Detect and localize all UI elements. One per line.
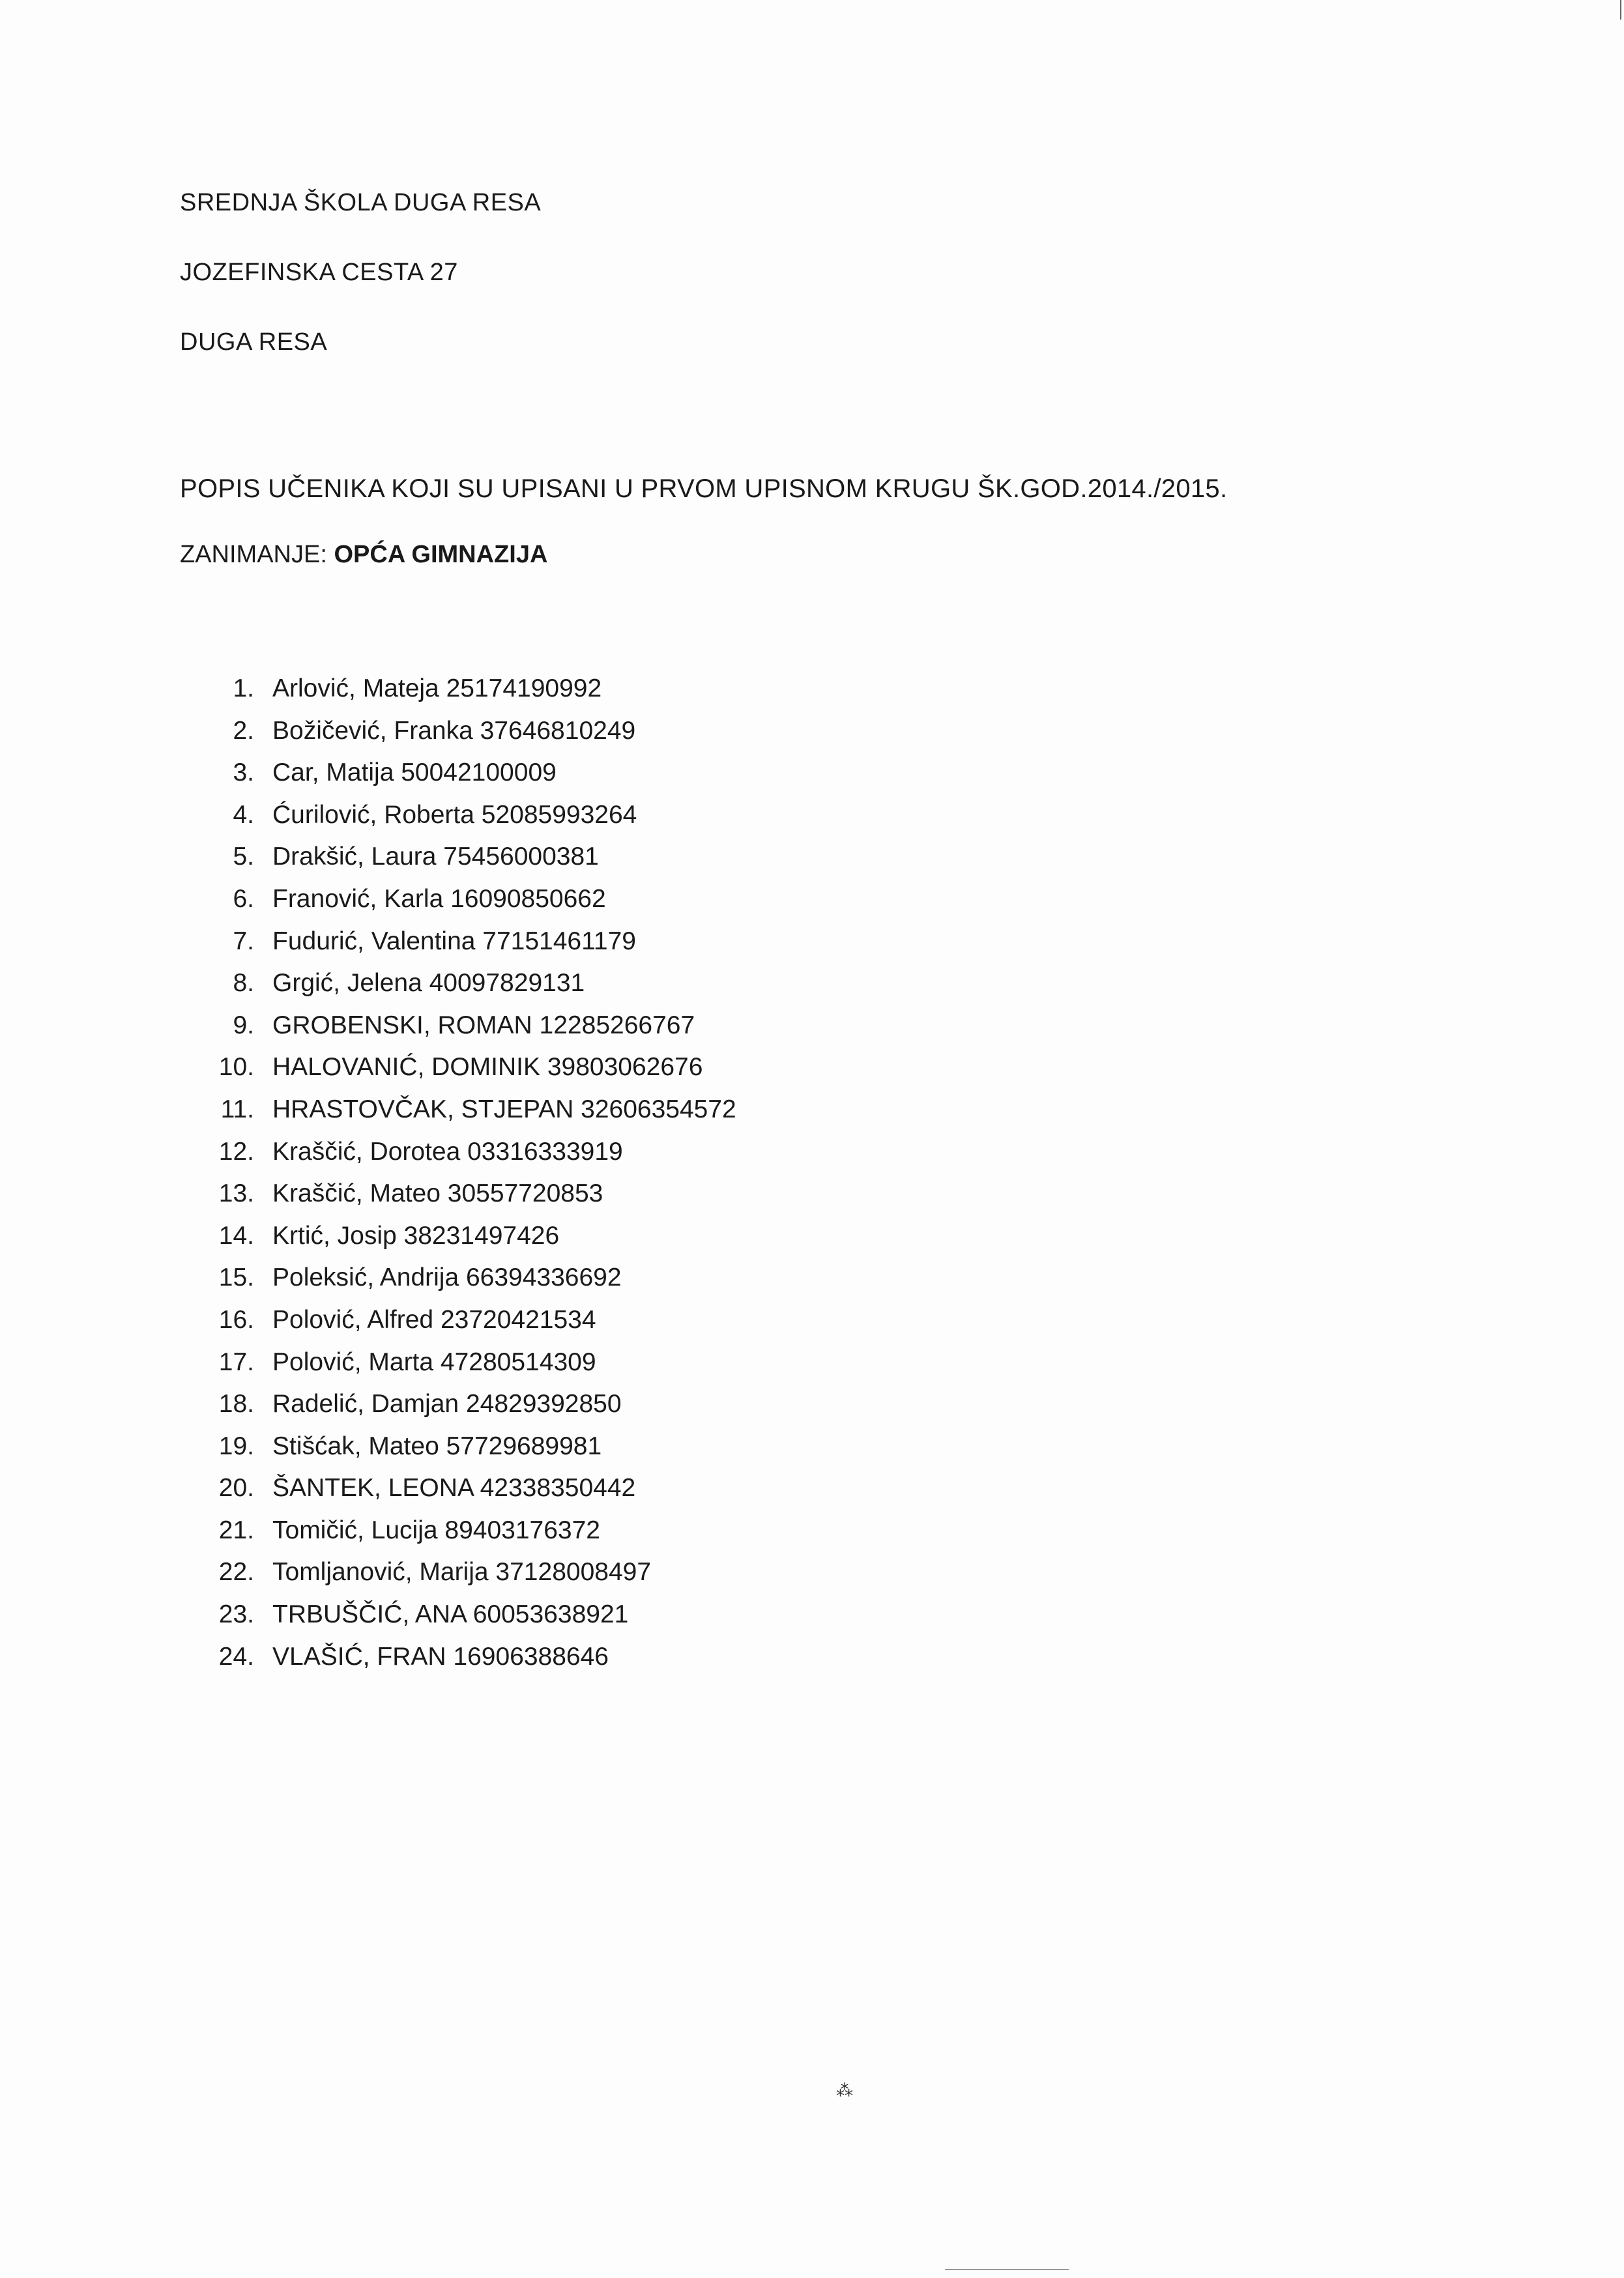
list-item-number: 22. (218, 1558, 254, 1587)
list-item-text: Polović, Marta 47280514309 (272, 1348, 596, 1376)
list-item (196, 1263, 736, 1306)
list-item-number: 17. (218, 1348, 254, 1376)
profession-label: ZANIMANJE: (180, 541, 327, 568)
list-item-number: 18. (218, 1390, 254, 1419)
list-item (196, 801, 736, 843)
list-item-number: 10. (218, 1053, 254, 1082)
list-item-number: 15. (218, 1263, 254, 1292)
list-item-number: 12. (218, 1137, 254, 1166)
list-item-text: Ćurilović, Roberta 52085993264 (272, 800, 637, 829)
list-item (196, 1558, 736, 1600)
list-item-text: Polović, Alfred 23720421534 (272, 1305, 596, 1334)
school-name: SREDNJA ŠKOLA DUGA RESA (180, 189, 542, 216)
list-item (196, 1643, 736, 1685)
list-item (196, 1600, 736, 1643)
list-item-number: 19. (218, 1432, 254, 1460)
list-item (196, 1516, 736, 1559)
list-item-number: 5. (233, 843, 254, 871)
list-item-number: 21. (218, 1516, 254, 1544)
list-item-text: Krtić, Josip 38231497426 (272, 1221, 560, 1250)
scan-edge-mark (1620, 0, 1621, 20)
school-city: DUGA RESA (180, 328, 328, 356)
list-item-text: ŠANTEK, LEONA 42338350442 (272, 1474, 636, 1503)
list-item-number: 24. (218, 1642, 254, 1671)
list-item-text: Drakšić, Laura 75456000381 (272, 843, 599, 871)
list-item-text: GROBENSKI, ROMAN 12285266767 (272, 1011, 695, 1039)
list-item-number: 8. (233, 969, 254, 998)
list-item-text: Kraščić, Dorotea 03316333919 (272, 1137, 623, 1166)
list-item-text: Tomičić, Lucija 89403176372 (272, 1516, 601, 1544)
list-item-text: Fudurić, Valentina 77151461179 (272, 927, 636, 955)
list-item-number: 20. (218, 1474, 254, 1503)
list-item-number: 9. (233, 1011, 254, 1039)
list-item (196, 843, 736, 885)
scan-line-mark (945, 2269, 1069, 2270)
list-item-text: Grgić, Jelena 40097829131 (272, 969, 585, 998)
school-street: JOZEFINSKA CESTA 27 (180, 259, 458, 286)
list-item-text: Božičević, Franka 37646810249 (272, 716, 636, 745)
list-item-number: 23. (218, 1600, 254, 1629)
list-item-text: Kraščić, Mateo 30557720853 (272, 1179, 603, 1208)
list-item (196, 1011, 736, 1054)
student-list (196, 674, 736, 1684)
list-item-number: 16. (218, 1305, 254, 1334)
list-item-text: Franović, Karla 16090850662 (272, 884, 606, 913)
list-item (196, 1138, 736, 1180)
profession-line (180, 541, 547, 569)
list-item-text: Car, Matija 50042100009 (272, 758, 557, 787)
list-item-number: 14. (218, 1221, 254, 1250)
list-item-text: Tomljanović, Marija 37128008497 (272, 1558, 652, 1587)
list-item-text: TRBUŠČIĆ, ANA 60053638921 (272, 1600, 629, 1629)
list-item-number: 13. (218, 1179, 254, 1208)
list-item-text: HALOVANIĆ, DOMINIK 39803062676 (272, 1053, 703, 1082)
list-item-number: 4. (233, 800, 254, 829)
list-item-text: Radelić, Damjan 24829392850 (272, 1390, 622, 1419)
list-item-number: 11. (220, 1095, 254, 1123)
list-item-text: Stišćak, Mateo 57729689981 (272, 1432, 602, 1460)
list-item (196, 1474, 736, 1516)
list-item-text: VLAŠIĆ, FRAN 16906388646 (272, 1642, 609, 1671)
list-item-number: 2. (233, 716, 254, 745)
list-item (196, 674, 736, 717)
list-item-text: Poleksić, Andrija 66394336692 (272, 1263, 622, 1292)
list-item-number: 1. (233, 674, 254, 702)
list-item (196, 927, 736, 970)
list-item (196, 1432, 736, 1475)
list-item (196, 1390, 736, 1432)
list-item (196, 1053, 736, 1095)
list-item (196, 1095, 736, 1138)
list-item (196, 1222, 736, 1264)
list-item (196, 1306, 736, 1348)
list-item-number: 7. (233, 927, 254, 955)
profession-value: OPĆA GIMNAZIJA (334, 541, 548, 568)
list-item-number: 3. (233, 758, 254, 787)
list-item-text: HRASTOVČAK, STJEPAN 32606354572 (272, 1095, 736, 1123)
list-item (196, 885, 736, 927)
list-item-text: Arlović, Mateja 25174190992 (272, 674, 602, 702)
list-item (196, 969, 736, 1011)
scan-speck: ⁂ (836, 2081, 853, 2100)
list-item (196, 1179, 736, 1222)
list-item (196, 717, 736, 759)
list-item (196, 1348, 736, 1391)
list-item (196, 758, 736, 801)
list-item-number: 6. (233, 884, 254, 913)
document-title: POPIS UČENIKA KOJI SU UPISANI U PRVOM UPISNOM KRUGU ŠK.GOD.2014./2015. (180, 474, 1228, 503)
